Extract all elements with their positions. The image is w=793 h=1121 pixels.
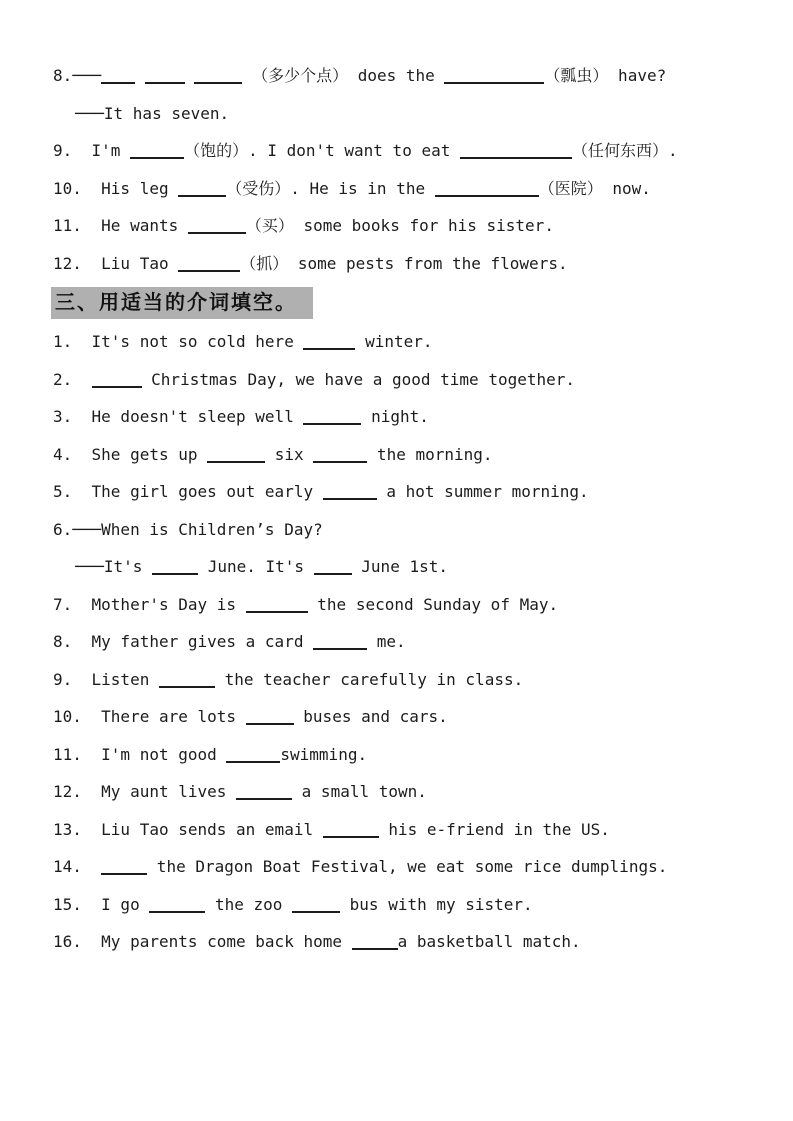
fill-in-blank xyxy=(101,873,147,875)
exercise-line xyxy=(53,548,763,586)
line-text: the morning. xyxy=(367,444,493,464)
exercise-line xyxy=(53,361,763,399)
fill-in-blank xyxy=(207,461,265,463)
section3-heading xyxy=(51,287,763,319)
line-text: 2. xyxy=(53,369,92,389)
fill-in-blank xyxy=(313,461,367,463)
fill-in-blank xyxy=(152,573,198,575)
fill-in-blank xyxy=(92,386,142,388)
line-text: a basketball match. xyxy=(397,932,581,951)
line-text: June 1st. xyxy=(351,557,448,576)
exercise-line xyxy=(53,398,763,436)
section3-heading-text: 三、用适当的介词填空。 xyxy=(51,287,313,319)
exercise-line xyxy=(53,811,763,849)
exercise-line xyxy=(53,170,763,208)
exercise-line xyxy=(53,95,763,133)
fill-in-blank xyxy=(159,686,215,688)
line-text: 3. He doesn't sleep well xyxy=(53,407,304,426)
exercise-line xyxy=(53,698,763,736)
fill-in-blank xyxy=(352,948,398,950)
line-text: ───It's xyxy=(75,557,153,576)
line-text: a hot summer morning. xyxy=(376,482,589,501)
line-text: （任何东西）. xyxy=(572,141,678,160)
line-text: a small town. xyxy=(292,782,427,801)
fill-in-blank xyxy=(188,232,246,234)
line-text: （抓） some pests from the flowers. xyxy=(240,253,568,273)
line-text: 5. The girl goes out early xyxy=(53,482,323,501)
fill-in-blank xyxy=(435,195,539,197)
line-text: 12. My aunt lives xyxy=(53,782,237,801)
line-text: the teacher carefully in class. xyxy=(214,669,524,689)
fill-in-blank xyxy=(236,798,292,800)
line-text: 12. Liu Tao xyxy=(53,253,179,273)
section2-fill-blank-items xyxy=(53,57,763,282)
fill-in-blank xyxy=(314,573,352,575)
exercise-line xyxy=(53,511,763,549)
fill-in-blank xyxy=(246,723,294,725)
line-text: bus with my sister. xyxy=(340,894,533,914)
exercise-line xyxy=(53,245,763,283)
line-text: （多少个点） does the xyxy=(242,66,445,85)
exercise-line xyxy=(53,323,763,361)
line-text: 15. I go xyxy=(53,894,150,914)
fill-in-blank xyxy=(323,498,377,500)
line-text: the second Sunday of May. xyxy=(307,594,559,614)
line-text: his e-friend in the US. xyxy=(378,819,610,839)
section3-preposition-items xyxy=(53,323,763,961)
fill-in-blank xyxy=(444,82,544,84)
exercise-line xyxy=(53,773,763,811)
exercise-line xyxy=(53,886,763,924)
line-text: 11. He wants xyxy=(53,216,188,235)
exercise-line xyxy=(53,848,763,886)
line-text xyxy=(135,66,145,85)
line-text: 8.─── xyxy=(53,66,102,85)
exercise-line xyxy=(53,473,763,511)
line-text: 7. Mother's Day is xyxy=(53,594,246,614)
line-text: six xyxy=(265,444,314,464)
fill-in-blank xyxy=(226,761,280,763)
fill-in-blank xyxy=(194,82,242,84)
exercise-line xyxy=(53,661,763,699)
fill-in-blank xyxy=(178,270,240,272)
line-text: the zoo xyxy=(205,894,293,914)
fill-in-blank xyxy=(246,611,308,613)
fill-in-blank xyxy=(101,82,135,84)
line-text: me. xyxy=(367,632,406,651)
line-text: 13. Liu Tao sends an email xyxy=(53,819,323,839)
fill-in-blank xyxy=(303,423,361,425)
fill-in-blank xyxy=(303,348,355,350)
exercise-line xyxy=(53,586,763,624)
line-text: （医院） now. xyxy=(538,178,651,198)
fill-in-blank xyxy=(145,82,185,84)
fill-in-blank xyxy=(460,157,572,159)
line-text: buses and cars. xyxy=(293,707,448,726)
line-text: Christmas Day, we have a good time together. xyxy=(141,369,576,389)
line-text: （瓢虫） have? xyxy=(544,66,667,85)
fill-in-blank xyxy=(149,911,205,913)
line-text: 1. It's not so cold here xyxy=(53,332,304,351)
line-text: June. It's xyxy=(198,557,314,576)
exercise-line xyxy=(53,623,763,661)
exercise-line xyxy=(53,57,763,95)
line-text: 11. I'm not good xyxy=(53,744,227,764)
exercise-line xyxy=(53,207,763,245)
exercise-line xyxy=(53,436,763,474)
fill-in-blank xyxy=(313,648,367,650)
line-text xyxy=(185,66,195,85)
line-text: 10. There are lots xyxy=(53,707,246,726)
line-text: swimming. xyxy=(280,744,368,764)
line-text: 16. My parents come back home xyxy=(53,932,352,951)
line-text: 8. My father gives a card xyxy=(53,632,314,651)
line-text: （受伤）. He is in the xyxy=(226,178,435,198)
exercise-line xyxy=(53,923,763,961)
line-text: 10. His leg xyxy=(53,178,179,198)
exercise-line xyxy=(53,132,763,170)
line-text: 9. Listen xyxy=(53,669,159,689)
line-text: 6.───When is Children’s Day? xyxy=(53,519,323,539)
line-text: 4. She gets up xyxy=(53,444,208,464)
fill-in-blank xyxy=(323,836,379,838)
line-text: night. xyxy=(361,407,429,426)
line-text: the Dragon Boat Festival, we eat some rice dumplings. xyxy=(147,857,668,876)
line-text: 9. I'm xyxy=(53,141,131,160)
line-text: （饱的）. I don't want to eat xyxy=(184,141,460,160)
line-text: ───It has seven. xyxy=(75,103,230,123)
line-text: （买） some books for his sister. xyxy=(245,216,554,235)
fill-in-blank xyxy=(292,911,340,913)
fill-in-blank xyxy=(130,157,184,159)
line-text: winter. xyxy=(355,332,433,351)
fill-in-blank xyxy=(178,195,226,197)
line-text: 14. xyxy=(53,857,102,876)
exercise-line xyxy=(53,736,763,774)
